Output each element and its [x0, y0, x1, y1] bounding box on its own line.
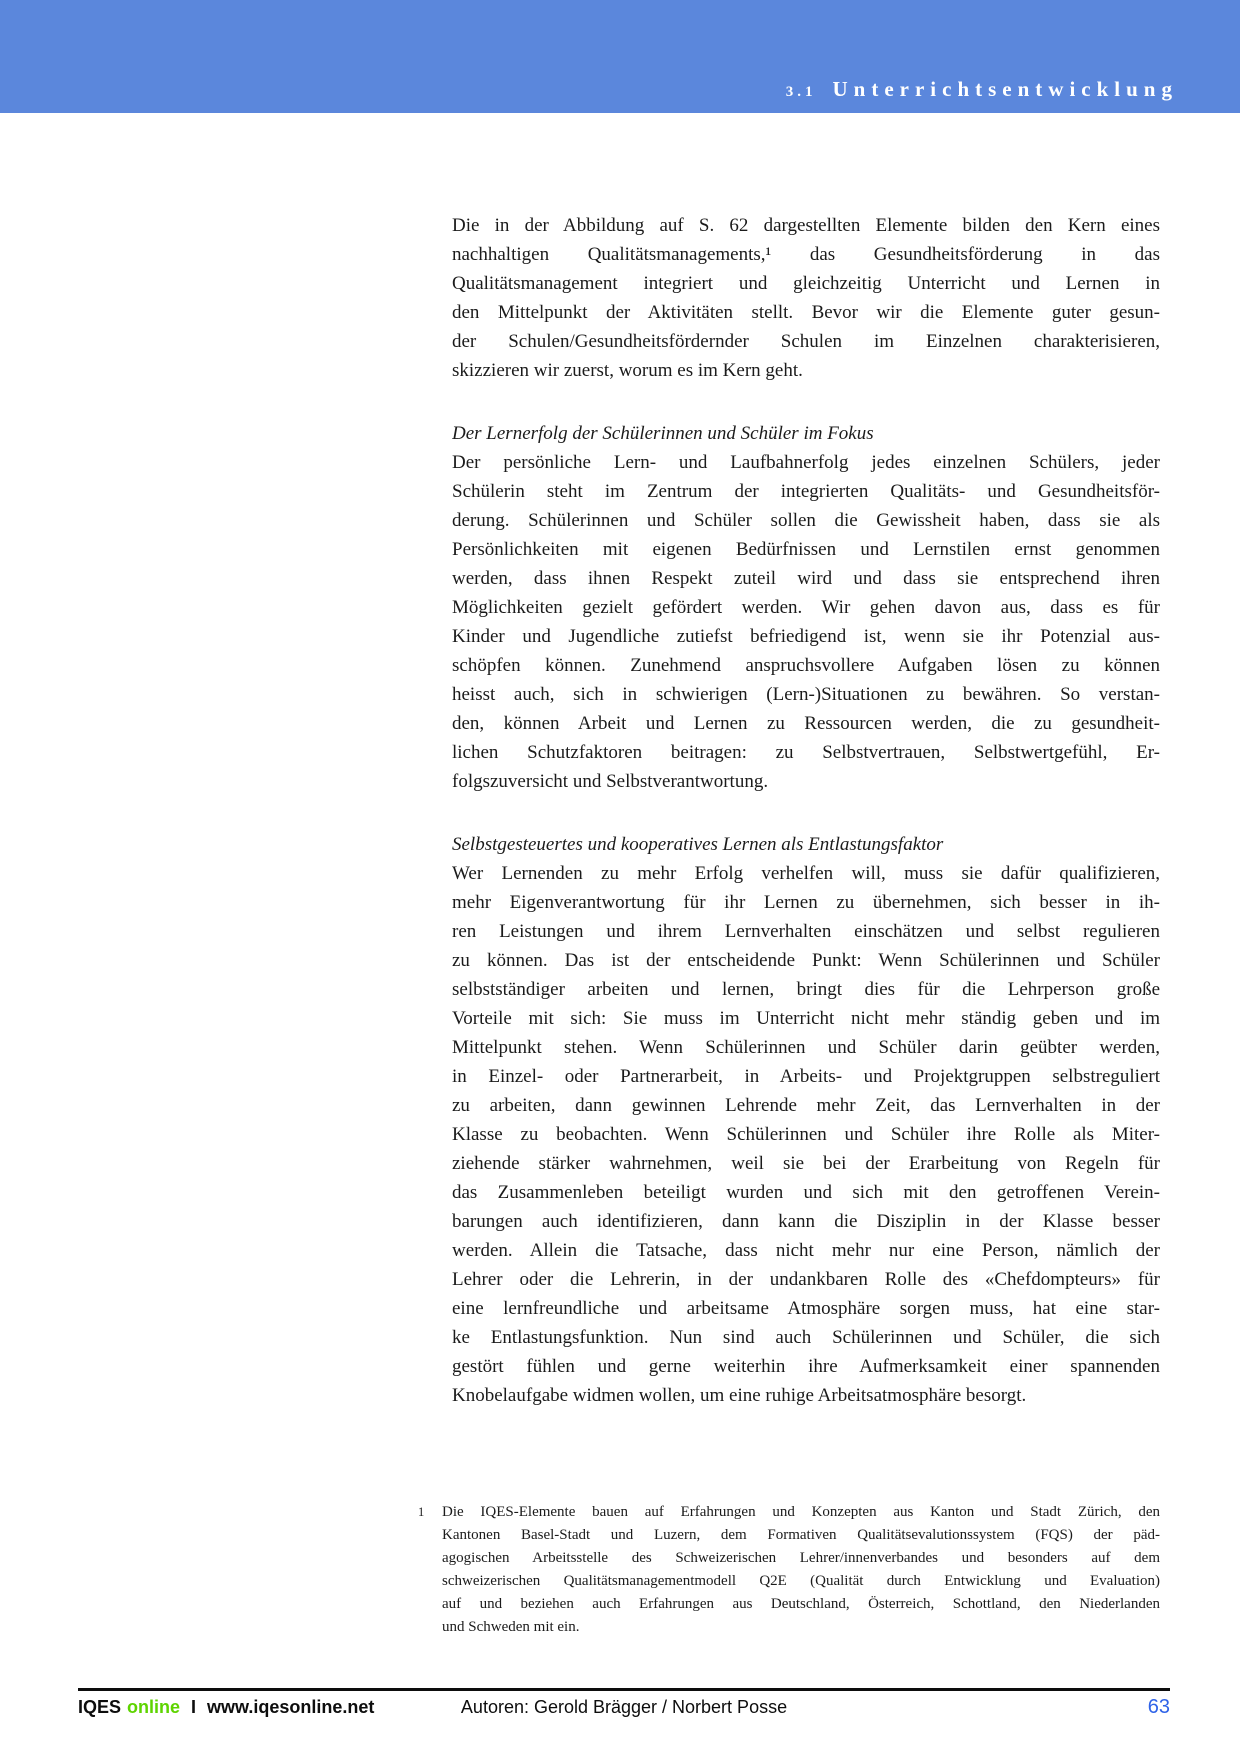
text-line: barungen auch identifizieren, dann kann die Disziplin in der Klasse besser	[452, 1211, 1160, 1232]
text-line: schweizerischen Qualitätsmanagementmodell Q2E (Qualität durch Entwicklung und Evaluation)	[442, 1573, 1160, 1589]
footer-rule	[78, 1688, 1170, 1691]
text-line: Kinder und Jugendliche zutiefst befriedigend ist, wenn sie ihr Potenzial aus-	[452, 626, 1160, 647]
text-line: Der persönliche Lern- und Laufbahnerfolg jedes einzelnen Schülers, jeder	[452, 452, 1160, 473]
section-heading-selbstgesteuertes-lernen: Selbstgesteuertes und kooperatives Lernen als Entlastungsfaktor	[452, 834, 944, 855]
page-number: 63	[1147, 1696, 1171, 1718]
paragraph-intro	[452, 211, 1160, 385]
article-body	[452, 211, 1160, 1410]
text-line: folgszuversicht und Selbstverantwortung.	[452, 771, 769, 792]
text-line: Knobelaufgabe widmen wollen, um eine ruhige Arbeitsatmosphäre besorgt.	[452, 1385, 1027, 1406]
text-line: in Einzel- oder Partnerarbeit, in Arbeits- und Projektgruppen selbstreguliert	[452, 1066, 1160, 1087]
text-line: eine lernfreundliche und arbeitsame Atmosphäre sorgen muss, hat eine star-	[452, 1298, 1160, 1319]
text-line: selbstständiger arbeiten und lernen, bringt dies für die Lehrperson große	[452, 979, 1160, 1000]
text-line: Wer Lernenden zu mehr Erfolg verhelfen will, muss sie dafür qualifizieren,	[452, 863, 1160, 884]
footnote-text	[442, 1501, 1160, 1639]
brand-name: IQES	[78, 1697, 122, 1717]
text-line: Lehrer oder die Lehrerin, in der undankbaren Rolle des «Chefdompteurs» für	[452, 1269, 1160, 1290]
text-line: auf und beziehen auch Erfahrungen aus Deutschland, Österreich, Schottland, den Niederlanden	[442, 1596, 1160, 1612]
text-line: mehr Eigenverantwortung für ihr Lernen zu übernehmen, sich besser in ih-	[452, 892, 1160, 913]
text-line: skizzieren wir zuerst, worum es im Kern geht.	[452, 360, 803, 381]
text-line: Qualitätsmanagement integriert und gleichzeitig Unterricht und Lernen in	[452, 273, 1160, 294]
text-line: Die IQES-Elemente bauen auf Erfahrungen und Konzepten aus Kanton und Stadt Zürich, den	[442, 1504, 1160, 1520]
text-line: werden, dass ihnen Respekt zuteil wird und dass sie entsprechend ihren	[452, 568, 1160, 589]
text-line: heisst auch, sich in schwierigen (Lern-)Situationen zu bewähren. So verstan-	[452, 684, 1160, 705]
brand-separator: I	[191, 1697, 197, 1717]
text-line: gestört fühlen und gerne weiterhin ihre Aufmerksamkeit einer spannenden	[452, 1356, 1160, 1377]
chapter-section-title: Unterrichtsentwicklung	[832, 77, 1178, 101]
text-line: Die in der Abbildung auf S. 62 dargestellten Elemente bilden den Kern eines	[452, 215, 1160, 236]
chapter-section-number: 3.1	[785, 84, 817, 100]
text-line: den, können Arbeit und Lernen zu Ressourcen werden, die zu gesundheit-	[452, 713, 1160, 734]
text-line: ren Leistungen und ihrem Lernverhalten einschätzen und selbst regulieren	[452, 921, 1160, 942]
text-line: agogischen Arbeitsstelle des Schweizerischen Lehrer/innenverbandes und besonders auf dem	[442, 1550, 1160, 1566]
text-line: Möglichkeiten gezielt gefördert werden. Wir gehen davon aus, dass es für	[452, 597, 1160, 618]
brand-suffix: online	[127, 1697, 181, 1717]
text-line: Mittelpunkt stehen. Wenn Schülerinnen und Schüler darin geübter werden,	[452, 1037, 1160, 1058]
text-line: Vorteile mit sich: Sie muss im Unterricht nicht mehr ständig geben und im	[452, 1008, 1160, 1029]
footer-brand	[78, 1695, 461, 1719]
text-line: den Mittelpunkt der Aktivitäten stellt. Bevor wir die Elemente guter gesun-	[452, 302, 1160, 323]
text-line: werden. Allein die Tatsache, dass nicht mehr nur eine Person, nämlich der	[452, 1240, 1160, 1261]
footnote-marker: 1	[418, 1505, 425, 1519]
text-line: schöpfen können. Zunehmend anspruchsvollere Aufgaben lösen zu können	[452, 655, 1160, 676]
chapter-heading	[786, 77, 1178, 102]
paragraph-selbstgesteuertes-lernen	[452, 859, 1160, 1410]
text-line: Schülerin steht im Zentrum der integrierten Qualitäts- und Gesundheitsför-	[452, 481, 1160, 502]
text-line: lichen Schutzfaktoren beitragen: zu Selbstvertrauen, Selbstwertgefühl, Er-	[452, 742, 1160, 763]
text-line: nachhaltigen Qualitätsmanagements,¹ das Gesundheitsförderung in das	[452, 244, 1160, 265]
footer-authors: Autoren: Gerold Brägger / Norbert Posse	[460, 1697, 788, 1717]
section-heading-lernerfolg: Der Lernerfolg der Schülerinnen und Schüler im Fokus	[452, 423, 874, 444]
chapter-header-bar	[0, 0, 1240, 113]
footer	[78, 1695, 1170, 1719]
paragraph-lernerfolg	[452, 448, 1160, 796]
text-line: Kantonen Basel-Stadt und Luzern, dem Formativen Qualitätsevalutionssystem (FQS) der päd-	[442, 1527, 1160, 1543]
text-line: zu können. Das ist der entscheidende Punkt: Wenn Schülerinnen und Schüler	[452, 950, 1160, 971]
brand-url: www.iqesonline.net	[207, 1697, 375, 1717]
text-line: Klasse zu beobachten. Wenn Schülerinnen und Schüler ihre Rolle als Miter-	[452, 1124, 1160, 1145]
text-line: ke Entlastungsfunktion. Nun sind auch Schülerinnen und Schüler, die sich	[452, 1327, 1160, 1348]
text-line: das Zusammenleben beteiligt wurden und sich mit den getroffenen Verein-	[452, 1182, 1160, 1203]
text-line: ziehende stärker wahrnehmen, weil sie bei der Erarbeitung von Regeln für	[452, 1153, 1160, 1174]
text-line: der Schulen/Gesundheitsfördernder Schulen im Einzelnen charakterisieren,	[452, 331, 1160, 352]
text-line: derung. Schülerinnen und Schüler sollen die Gewissheit haben, dass sie als	[452, 510, 1160, 531]
text-line: Persönlichkeiten mit eigenen Bedürfnissen und Lernstilen ernst genommen	[452, 539, 1160, 560]
text-line: zu arbeiten, dann gewinnen Lehrende mehr Zeit, das Lernverhalten in der	[452, 1095, 1160, 1116]
text-line: und Schweden mit ein.	[442, 1619, 580, 1635]
footnote	[418, 1501, 1160, 1639]
